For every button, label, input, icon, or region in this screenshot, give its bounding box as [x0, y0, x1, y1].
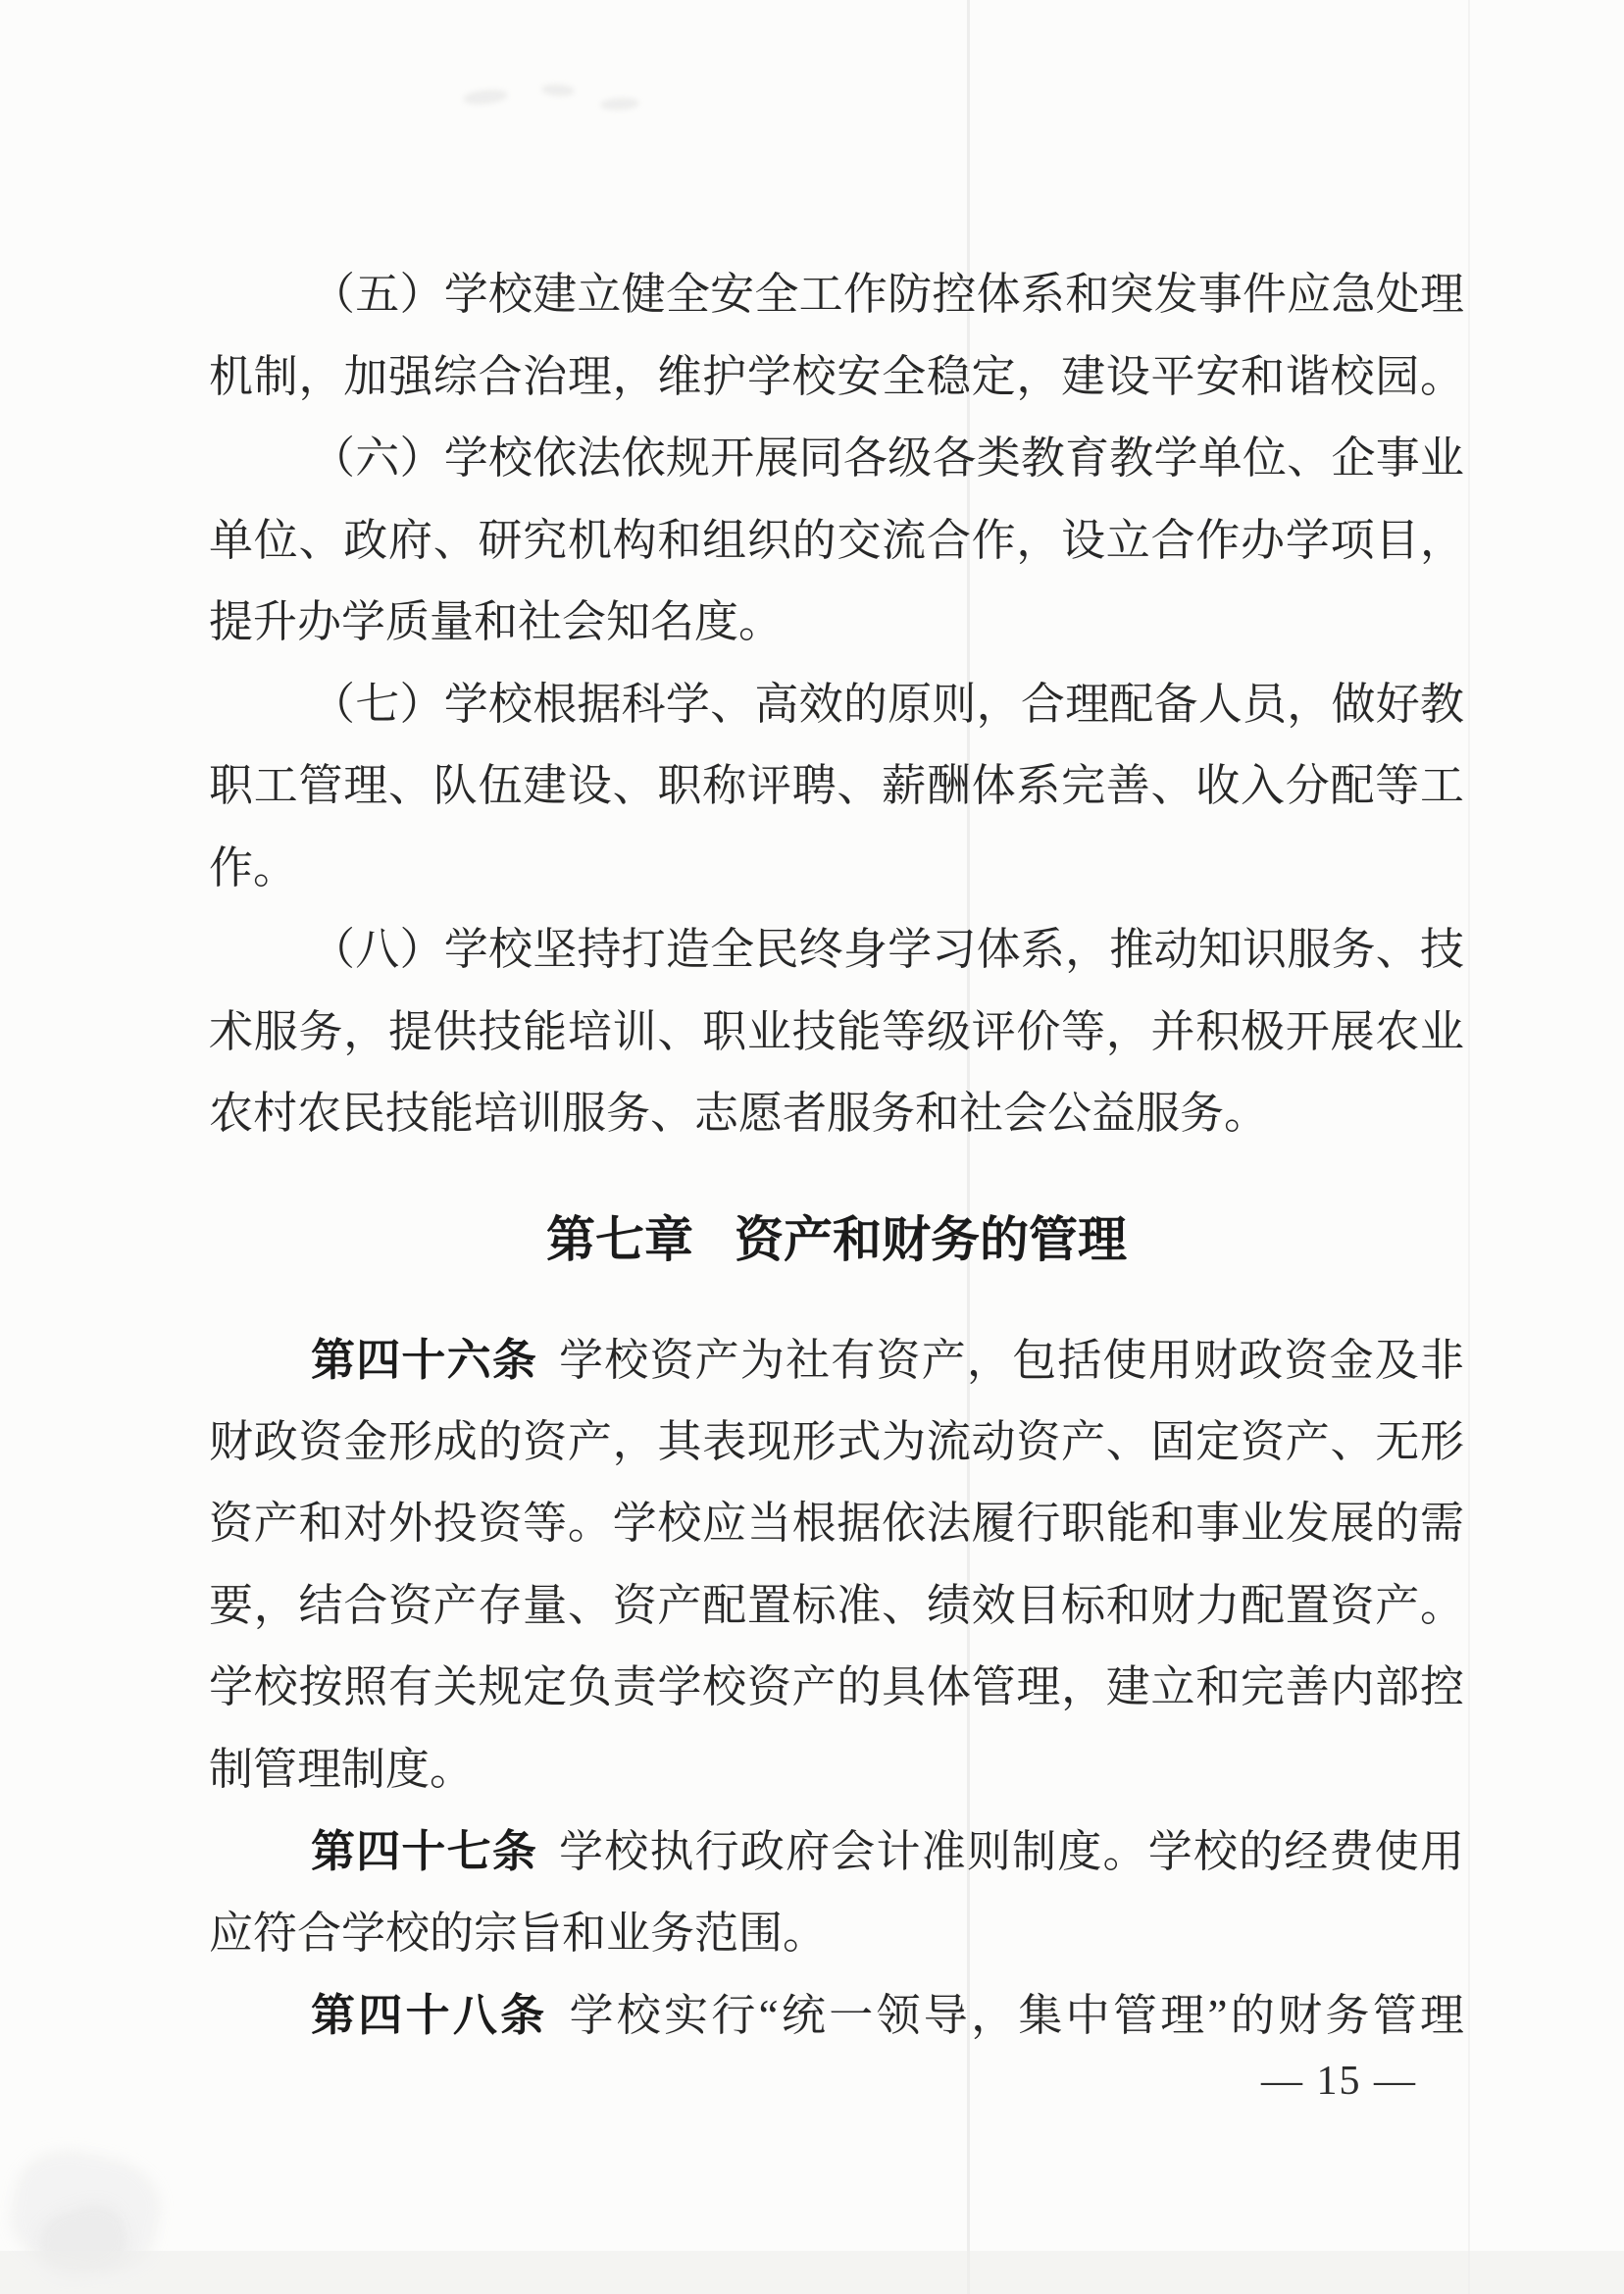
document-line: 制管理制度。: [209, 1744, 475, 1794]
page-number: — 15 —: [1261, 2059, 1417, 2104]
document-line: 机制，加强综合治理，维护学校安全稳定，建设平安和谐校园。: [209, 351, 1464, 401]
scan-smudge: [541, 83, 576, 97]
document-line: 作。: [209, 842, 298, 892]
document-line: [209, 1810, 1464, 1893]
article-text: 学校资产为社有资产，包括使用财政资金及非: [559, 1336, 1464, 1385]
document-line: 财政资金形成的资产，其表现形式为流动资产、固定资产、无形: [209, 1416, 1464, 1466]
document-line: 要，结合资产存量、资产配置标准、绩效目标和财力配置资产。: [209, 1580, 1464, 1630]
scan-artifact-vertical-line: [1468, 0, 1470, 2294]
document-line: 提升办学质量和社会知名度。: [209, 597, 784, 646]
document-text-block: [209, 254, 1464, 2057]
chapter-number: 第七章: [546, 1211, 693, 1267]
document-line: 职工管理、队伍建设、职称评聘、薪酬体系完善、收入分配等工: [209, 761, 1464, 810]
document-line: （七）学校根据科学、高效的原则，合理配备人员，做好教: [311, 679, 1464, 729]
article-term: 第四十八条: [311, 1990, 548, 2040]
document-line: 术服务，提供技能培训、职业技能等级评价等，并积极开展农业: [209, 1006, 1464, 1056]
article-text: 学校执行政府会计准则制度。学校的经费使用: [559, 1827, 1464, 1876]
document-line: [209, 1319, 1464, 1402]
chapter-title: 资产和财务的管理: [735, 1211, 1127, 1267]
scan-smudge: [600, 97, 640, 111]
document-line: 单位、政府、研究机构和组织的交流合作，设立合作办学项目，: [209, 515, 1464, 565]
document-line: 应符合学校的宗旨和业务范围。: [209, 1908, 828, 1958]
document-line: 学校按照有关规定负责学校资产的具体管理，建立和完善内部控: [209, 1662, 1464, 1711]
document-line: [209, 1974, 1464, 2057]
article-term: 第四十六条: [311, 1335, 538, 1385]
chapter-heading: [209, 1199, 1464, 1282]
document-line: （五）学校建立健全安全工作防控体系和突发事件应急处理: [311, 270, 1464, 319]
document-line: （六）学校依法依规开展同各级各类教育教学单位、企事业: [311, 433, 1464, 483]
document-line: （八）学校坚持打造全民终身学习体系，推动知识服务、技: [311, 925, 1464, 974]
article-text: 学校实行“统一领导，集中管理”的财务管理: [569, 1991, 1464, 2040]
document-line: 资产和对外投资等。学校应当根据依法履行职能和事业发展的需: [209, 1499, 1464, 1548]
scan-smudge: [462, 88, 508, 107]
scan-edge-strip: [0, 2251, 1624, 2294]
article-term: 第四十七条: [311, 1826, 538, 1876]
document-line: 农村农民技能培训服务、志愿者服务和社会公益服务。: [209, 1089, 1269, 1138]
